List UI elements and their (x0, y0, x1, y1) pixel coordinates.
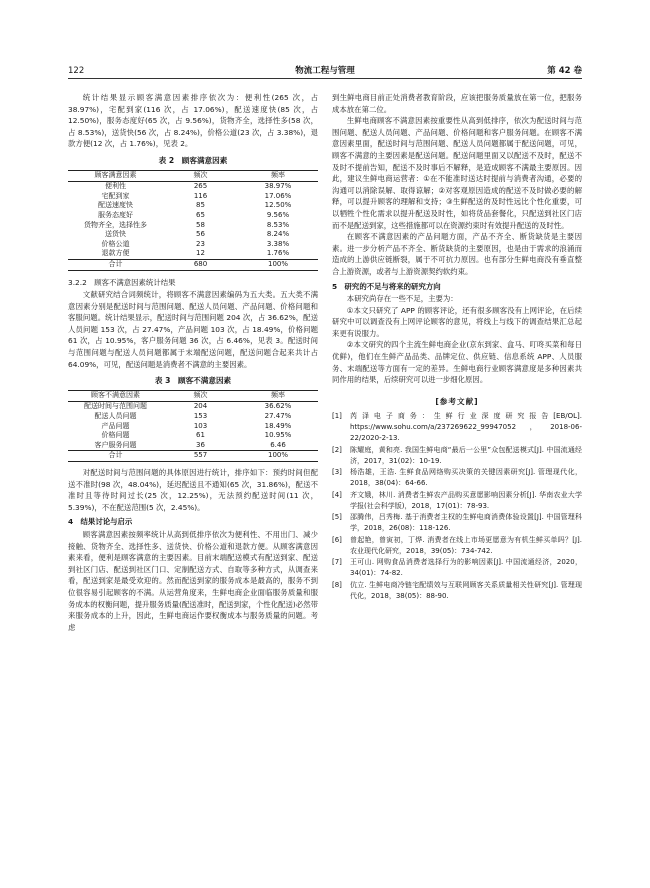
reference-item (332, 490, 582, 512)
table-cell: 557 (163, 451, 238, 462)
table-row (68, 192, 318, 202)
table-cell: 61 (196, 431, 205, 440)
reference-number: [4] (332, 490, 342, 499)
paragraph: ②本文研究的四个主流生鲜电商企业(京东到家、盒马、叮咚买菜和每日优鲜)，他们在生鲜产品品类、品牌定位、供应链、信息系统 APP、人员服务、末端配送等方面有一定的差异。生鲜电商行业顾客满意度是多种因素共同作用的结果，后续研究可以进一步细化原因。 (332, 340, 582, 385)
reference-text: 王可山. 网购食品消费者选择行为的影响因素[J]. 中国流通经济，2020，34(01)：74-82. (350, 558, 582, 578)
table-cell: 100% (238, 451, 318, 462)
table-cell: 23 (196, 239, 205, 248)
reference-text: 陈耀庭，黄和亮. 我国生鲜电商“最后一公里”众包配送模式[J]. 中国流通经济，2017，31(02)：10-19. (350, 445, 582, 465)
reference-text: 芮泽电子商务：生鲜行业深度研究报告[EB/OL]. https://www.sohu.com/a/237269622_99947052，2018-06-22/2020-2-13. (350, 412, 582, 443)
paragraph: 在顾客不满意因素的产品问题方面，产品不齐全、断货缺货是主要因素。进一步分析产品不齐全、断货缺货的主要原因，也是由于需求的浪涌而造成的上游供应链断裂，属于不可抗力原因。也有部分生鲜电商没有垂直整合上游资源，或者与上游资源契约软约束。 (332, 232, 582, 276)
paragraph: 本研究尚存在一些不足，主要为： (346, 294, 458, 304)
table-cell: 合计 (68, 451, 163, 462)
section-heading: 4 结果讨论与启示 (68, 517, 133, 527)
table-row (68, 201, 318, 211)
table-cell: 27.47% (264, 412, 292, 421)
table-cell: 合计 (68, 259, 163, 270)
paragraph: 统计结果显示顾客满意因素排序依次为：便利性(265 次，占 38.97%)，宅配到家(116 次，占 17.06%)，配送速度快(85 次，占 12.50%)，服务态度好(65 次，占 9.56%)，货物齐全，选择性多(58 次，占 8.53%)，送货快(56 次，占 8.24%)，价格公道(23 次，占 3.38%)，退款方便(12 次，占 1.76%)，见表 2。 (68, 93, 318, 149)
section-heading: 5 研究的不足与将来的研究方向 (332, 281, 441, 291)
paragraph: 生鲜电商顾客不满意因素按重要性从高到低排序，依次为配送时间与范围问题、配送人员问题、产品问题、价格问题和客户服务问题。在顾客不满意因素里面，配送时间与范围问题、配送人员问题都属于配送问题，可见，顾客不满意的主要因素是配送问题。配送问题里面又以配送不及时，配送不及时不提前告知，配送不及时事后不解释，是造成顾客不满最主要原因。因此，建议生鲜电商运营者：①在不能准时送达时提前与消费者沟通，必要的沟通可以消除误解、取得谅解；②对客观原因造成的配送不及时做必要的解释，可以提升顾客的理解和支持；③生鲜配送的及时性远比个性化重要，可以牺牲个性化需求以提升配送及时性，如将货品套餐化，只配送到社区门店而不是配送到家，这些措施都可以在资源约束时有效提升配送的及时性。 (332, 116, 582, 230)
running-header (68, 64, 582, 79)
journal-title: 物流工程与管理 (295, 66, 355, 76)
table-cell: 12.50% (264, 201, 292, 210)
column-header: 频率 (238, 390, 318, 402)
column-header: 频次 (163, 170, 238, 182)
paragraph: 到生鲜电商目前正处消费者教育阶段，应该把服务质量放在第一位，把服务成本放在第二位。 (332, 93, 582, 114)
reference-text: 杨浩雄，王浩. 生鲜食品网络购买决策的关键因素研究[J]. 管理现代化，2018，38(04)：64-66. (350, 468, 582, 488)
table-row (68, 240, 318, 250)
table-cell: 退款方便 (101, 249, 130, 258)
table-cell: 18.49% (264, 421, 292, 430)
table-cell: 58 (196, 220, 205, 229)
reference-item (332, 580, 582, 602)
table-total-row (68, 259, 318, 270)
table-caption: 表 2 顾客满意因素 (158, 155, 228, 165)
table-cell: 配送人员问题 (94, 412, 137, 421)
table-satisfaction-factors (68, 170, 318, 271)
volume-label: 第 42 卷 (547, 66, 582, 76)
left-column (68, 92, 318, 633)
table-dissatisfaction-factors (68, 390, 318, 462)
reference-item (332, 467, 582, 489)
table-cell: 36 (196, 440, 205, 449)
table-cell: 6.46 (270, 440, 286, 449)
table-row (68, 230, 318, 240)
column-header: 频率 (238, 170, 318, 182)
table-cell: 36.62% (264, 402, 292, 411)
table-cell: 客户服务问题 (94, 440, 137, 449)
table-cell: 10.95% (264, 431, 292, 440)
column-header: 顾客满意因素 (68, 170, 163, 182)
page-number: 122 (68, 66, 85, 76)
reference-number: [3] (332, 468, 342, 477)
table-row (68, 441, 318, 451)
table-row (68, 402, 318, 412)
table-row (68, 431, 318, 441)
table-cell: 265 (193, 182, 208, 191)
paragraph: 文献研究结合词频统计，将顾客不满意因素编码为五大类。五大类不满意因素分别是配送时间与范围问题、配送人员问题、产品问题、价格问题和客服问题。统计结果显示，配送时间与范围问题 204 次，占 36.62%，配送人员问题 153 次，占 27.47%，产品问题 103 次，占 18.49%，价格问题 61 次，占 10.95%，客户服务问题 36 次，占 6.46%，见表 3。配送时间与范围问题与配送人员问题都属于末端配送问题，配送问题合起来共计占 64.09%，可见，配送问题是消费者不满意的主要因素。 (68, 290, 318, 369)
table-cell: 1.76% (266, 249, 290, 258)
table-cell: 116 (193, 191, 208, 200)
reference-number: [7] (332, 558, 342, 567)
references-title: [参考文献] (435, 396, 479, 406)
table-cell: 100% (238, 259, 318, 270)
table-cell: 204 (193, 402, 208, 411)
table-cell: 服务态度好 (98, 210, 133, 219)
table-header-row (68, 390, 318, 402)
table-cell: 65 (196, 210, 205, 219)
table-row (68, 211, 318, 221)
table-cell: 8.53% (266, 220, 290, 229)
table-cell: 价格公道 (101, 239, 130, 248)
table-cell: 153 (193, 412, 208, 421)
table-row (68, 249, 318, 259)
table-row (68, 182, 318, 192)
table-cell: 9.56% (266, 210, 290, 219)
reference-text: 齐文娥，林川. 消费者生鲜农产品购买意愿影响因素分析[J]. 华南农业大学学报(社会科学版)，2018，17(01)：78-93. (350, 490, 582, 510)
reference-number: [6] (332, 535, 342, 544)
table-row (68, 221, 318, 231)
column-header: 频次 (163, 390, 238, 402)
reference-number: [2] (332, 445, 342, 454)
table-caption: 表 3 顾客不满意因素 (154, 376, 232, 386)
table-cell: 17.06% (264, 191, 292, 200)
table-cell: 价格问题 (101, 431, 130, 440)
paragraph: 对配送时间与范围问题的具体原因进行统计，排序如下：预约时间但配送不准时(98 次，48.04%)，延迟配送且不通知(65 次，31.86%)，配送不准时且等待时间过长(25 次，12.25%)，无法预约配送时间(11 次，5.39%)，不在配送范围(5 次，2.45%)。 (68, 468, 318, 512)
table-cell: 便利性 (105, 182, 126, 191)
table-cell: 配送速度快 (98, 201, 133, 210)
reference-item (332, 512, 582, 534)
table-cell: 38.97% (264, 182, 292, 191)
reference-text: 伉立. 生鲜电商冷链宅配绩效与互联网顾客关系质量相关性研究[J]. 管理现代化，2018，38(05)：88-90. (350, 580, 582, 600)
reference-item (332, 557, 582, 579)
reference-text: 邵腾伟，吕秀梅. 基于消费者主权的生鲜电商消费体验设置[J]. 中国管理科学，2018，26(08)：118-126. (350, 513, 582, 533)
table-cell: 56 (196, 230, 205, 239)
table-cell: 宅配到家 (101, 191, 130, 200)
table-cell: 680 (163, 259, 238, 270)
table-cell: 配送时间与范围问题 (84, 402, 147, 411)
table-header-row (68, 170, 318, 182)
reference-text: 曾起艳，曾寅初，丁烨. 消费者在线上市场更愿意为有机生鲜买单吗？[J]. 农业现代化研究，2018，39(05)：734-742. (350, 535, 582, 555)
paragraph: 顾客满意因素按频率统计从高到低排序依次为便利性、不用出门、减少接触、货物齐全、选择性多、送货快、价格公道和退款方便。从顾客满意因素来看，便利是顾客满意的主要因素。目前末端配送模式有配送到家、配送到社区门店、配送到社区门口、定制配送方式、自取等多种方式，从调查来看，配送到家是最受欢迎的。然而配送到家的服务成本是最高的，服务不到位很容易引起顾客的不满。从运营角度来，生鲜电商企业面临服务质量和服务成本的权衡问题，提升服务质量(配送准时，配送到家，个性化配送)必然带来服务成本的上升，因此，生鲜电商运作要权衡成本与服务质量的问题。考虑 (68, 529, 318, 632)
table-total-row (68, 451, 318, 462)
reference-number: [8] (332, 580, 342, 589)
table-cell: 85 (196, 201, 205, 210)
table-cell: 产品问题 (101, 421, 130, 430)
section-heading: 3.2.2 顾客不满意因素统计结果 (68, 277, 176, 287)
table-cell: 103 (193, 421, 208, 430)
reference-item (332, 445, 582, 467)
table-cell: 货物齐全，选择性多 (84, 220, 147, 229)
reference-number: [1] (332, 412, 342, 421)
reference-item (332, 411, 582, 444)
reference-number: [5] (332, 513, 342, 522)
paragraph: ①本文只研究了 APP 的顾客评论，还有很多顾客没有上网评论，在后续研究中可以调查没有上网评论顾客的意见，将线上与线下的调查结果汇总起来更有说服力。 (332, 305, 582, 338)
reference-item (332, 535, 582, 557)
right-column (332, 92, 582, 602)
table-cell: 3.38% (266, 239, 290, 248)
table-row (68, 422, 318, 432)
column-header: 顾客不满意因素 (68, 390, 163, 402)
table-cell: 8.24% (266, 230, 290, 239)
table-cell: 12 (196, 249, 205, 258)
table-row (68, 412, 318, 422)
table-cell: 送货快 (105, 230, 126, 239)
